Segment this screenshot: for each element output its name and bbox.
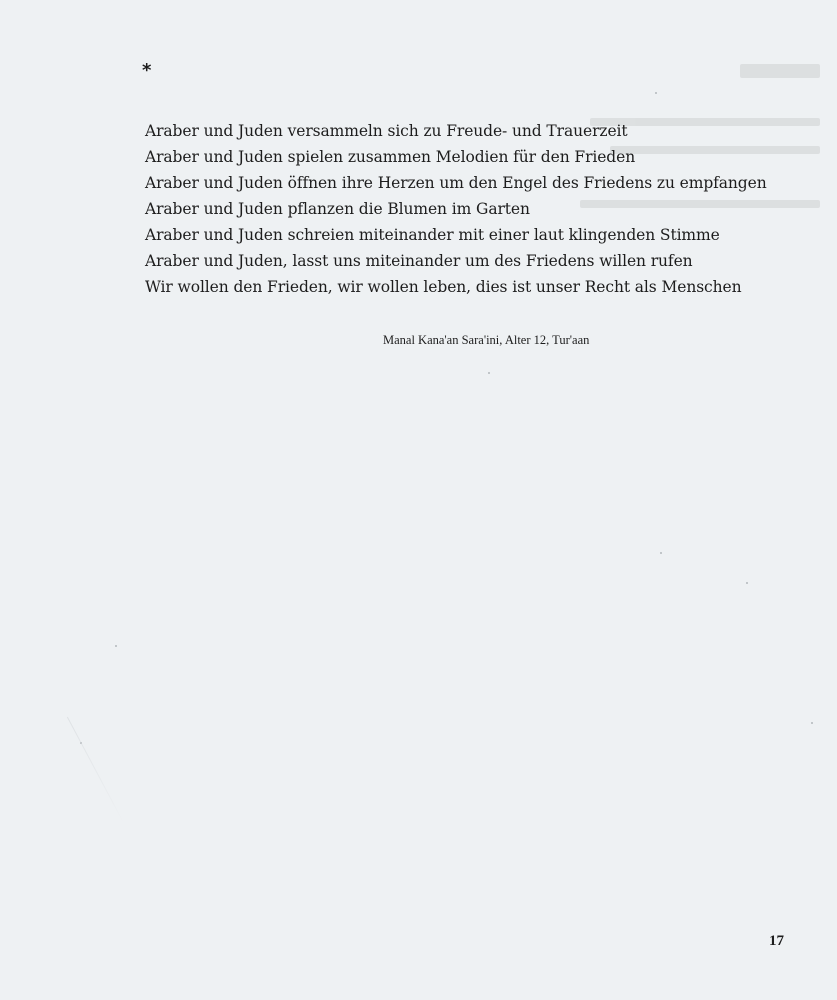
- paper-speck: [660, 552, 662, 554]
- page-number: 17: [769, 933, 784, 949]
- poem-line: Araber und Juden öffnen ihre Herzen um den Engel des Friedens zu empfangen: [145, 174, 767, 192]
- poem-attribution: Manal Kana'an Sara'ini, Alter 12, Tur'aan: [383, 333, 590, 347]
- poem: [145, 118, 767, 300]
- poem-line: Araber und Juden spielen zusammen Melodien für den Frieden: [145, 148, 636, 166]
- paper-crease: [67, 717, 124, 823]
- ghost-title-shape: [740, 64, 820, 78]
- poem-line: Araber und Juden schreien miteinander mit einer laut klingenden Stimme: [145, 226, 720, 244]
- paper-speck: [811, 722, 813, 724]
- section-marker: *: [142, 60, 152, 81]
- paper-speck: [488, 372, 490, 374]
- poem-line: Araber und Juden, lasst uns miteinander um des Friedens willen rufen: [145, 252, 693, 270]
- poem-line: Araber und Juden versammeln sich zu Freude- und Trauerzeit: [145, 122, 628, 140]
- paper-speck: [115, 645, 117, 647]
- paper-speck: [746, 582, 748, 584]
- paper-speck: [655, 92, 657, 94]
- poem-line: Wir wollen den Frieden, wir wollen leben, dies ist unser Recht als Menschen: [145, 278, 742, 296]
- poem-line: Araber und Juden pflanzen die Blumen im Garten: [145, 200, 530, 218]
